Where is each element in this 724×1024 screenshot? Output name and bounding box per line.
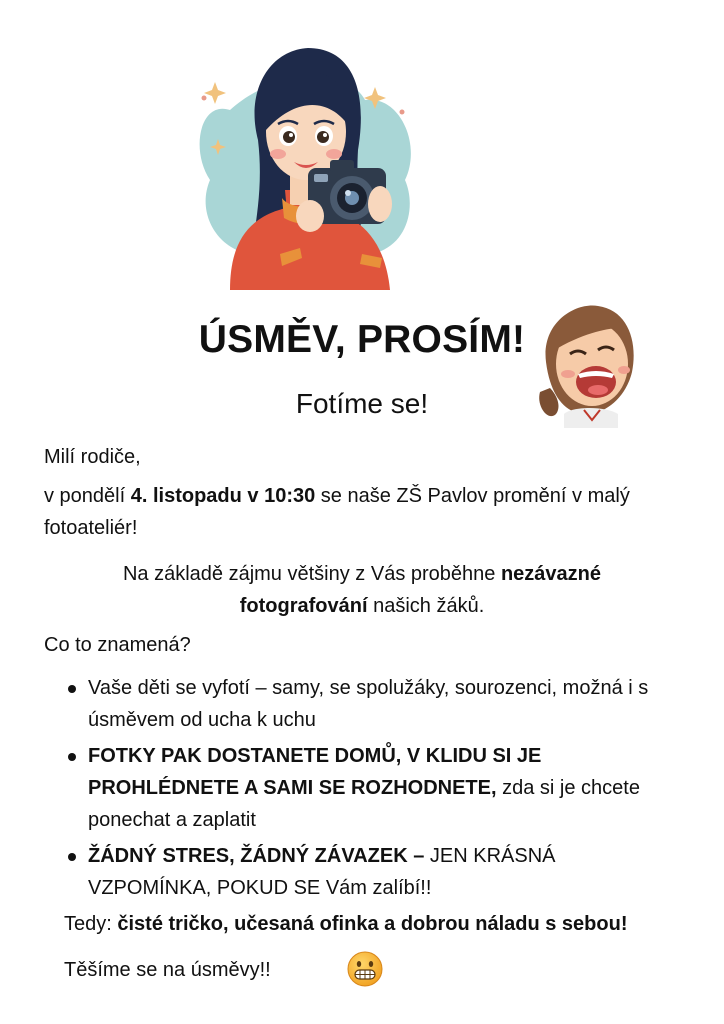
list-item-text: zda si je chcete ponechat a zaplatit — [88, 777, 640, 831]
grinning-face-emoji-icon — [346, 950, 384, 988]
closing-pre: Tedy: — [64, 913, 118, 935]
closing-bold: čisté tričko, učesaná ofinka a dobrou náladu s sebou! — [117, 913, 628, 935]
list-item-text: Vaše děti se vyfotí – samy, se spolužáky, sourozenci, možná i s úsměvem od ucha k uchu — [88, 677, 649, 731]
page-title: ÚSMĚV, PROSÍM! — [198, 318, 526, 361]
woman-photographer-illustration — [190, 40, 420, 290]
intro-post: se naše ZŠ Pavlov promění v malý fotoateliér! — [44, 485, 630, 539]
list-item-bold: FOTKY PAK DOSTANETE DOMŮ, V KLIDU SI JE PROHLÉDNETE A SAMI SE ROZHODNETE, — [88, 745, 542, 799]
question-text: Co to znamená? — [44, 634, 191, 656]
list-item — [64, 672, 684, 736]
farewell-text: Těšíme se na úsměvy!! — [64, 959, 271, 981]
intro-date: 4. listopadu v 10:30 — [130, 485, 316, 507]
list-item — [64, 740, 684, 836]
interest-post: našich žáků. — [367, 595, 485, 617]
intro-pre: v pondělí — [44, 485, 131, 507]
list-item-text: JEN KRÁSNÁ VZPOMÍNKA, POKUD SE Vám zalíbí!! — [88, 845, 556, 899]
info-list — [64, 672, 684, 908]
closing-text — [64, 908, 628, 940]
interest-paragraph — [64, 558, 660, 622]
list-item — [64, 840, 684, 904]
greeting-text: Milí rodiče, — [44, 446, 141, 468]
interest-pre: Na základě zájmu většiny z Vás proběhne — [122, 563, 501, 585]
interest-bold: nezávazné fotografování — [239, 563, 602, 617]
list-item-bold: ŽÁDNÝ STRES, ŽÁDNÝ ZÁVAZEK – — [88, 845, 425, 867]
page-subtitle: Fotíme se! — [295, 388, 429, 419]
intro-paragraph — [44, 480, 694, 544]
